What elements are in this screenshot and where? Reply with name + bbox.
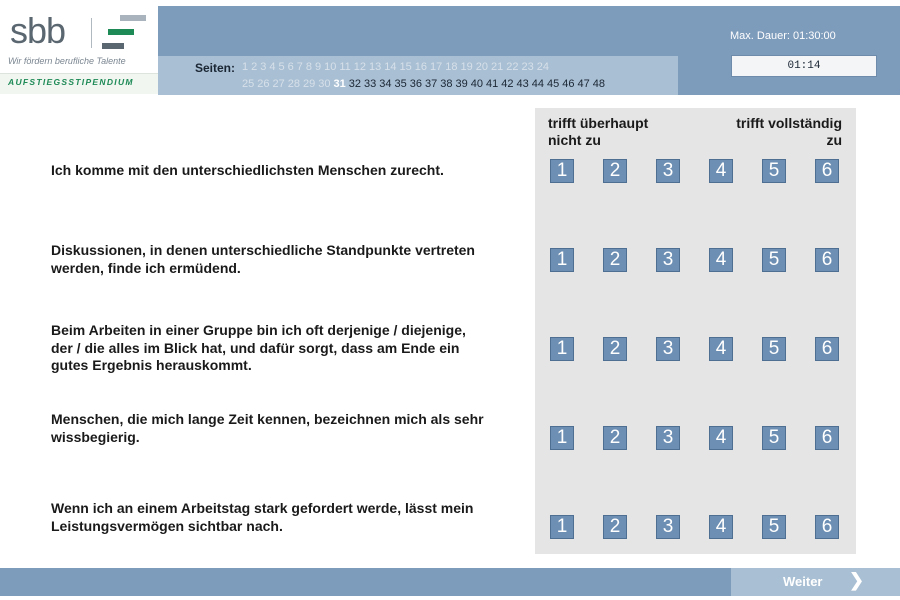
page-link-10[interactable]: 10: [324, 61, 337, 73]
scale-high-line-2: zu: [826, 132, 842, 148]
rating-option-3[interactable]: 3: [656, 248, 680, 272]
page-link-25[interactable]: 25: [242, 78, 255, 90]
rating-option-4[interactable]: 4: [709, 426, 733, 450]
page-link-8[interactable]: 8: [305, 61, 312, 73]
pages-label: Seiten:: [195, 61, 236, 75]
page-link-18[interactable]: 18: [445, 61, 458, 73]
rating-option-4[interactable]: 4: [709, 248, 733, 272]
question-text-line: Diskussionen, in denen unterschiedliche Standpunkte vertreten: [51, 242, 475, 258]
logo-mark-icon: [102, 15, 146, 49]
question-text-line: Leistungsvermögen sichtbar nach.: [51, 517, 283, 534]
page-link-34[interactable]: 34: [379, 78, 392, 90]
page-link-43[interactable]: 43: [516, 78, 529, 90]
rating-option-4[interactable]: 4: [709, 515, 733, 539]
rating-option-1[interactable]: 1: [550, 337, 574, 361]
question-4: [51, 411, 511, 446]
page-link-48[interactable]: 48: [592, 78, 605, 90]
page-link-13[interactable]: 13: [369, 61, 382, 73]
rating-option-3[interactable]: 3: [656, 159, 680, 183]
page-link-45[interactable]: 45: [547, 78, 560, 90]
page-link-19[interactable]: 19: [460, 61, 473, 73]
rating-option-2[interactable]: 2: [603, 515, 627, 539]
rating-option-2[interactable]: 2: [603, 159, 627, 183]
page-link-29[interactable]: 29: [303, 78, 316, 90]
rating-option-2[interactable]: 2: [603, 248, 627, 272]
rating-group-1: [550, 159, 850, 183]
header: [0, 0, 900, 95]
rating-group-3: [550, 337, 850, 361]
next-button-label: Weiter: [783, 574, 823, 589]
max-duration-label: Max. Dauer: 01:30:00: [730, 30, 836, 42]
rating-option-3[interactable]: 3: [656, 515, 680, 539]
page-link-24[interactable]: 24: [536, 61, 550, 73]
page-link-33[interactable]: 33: [364, 78, 377, 90]
scale-low-line-2: nicht zu: [548, 132, 601, 148]
question-text-line: werden, finde ich ermüdend.: [51, 259, 241, 276]
page-link-44[interactable]: 44: [531, 78, 544, 90]
page-link-23[interactable]: 23: [521, 61, 534, 73]
scale-low-label: [548, 115, 648, 149]
rating-option-6[interactable]: 6: [815, 159, 839, 183]
rating-option-3[interactable]: 3: [656, 426, 680, 450]
rating-option-6[interactable]: 6: [815, 515, 839, 539]
page-link-41[interactable]: 41: [486, 78, 499, 90]
page-link-22[interactable]: 22: [506, 61, 519, 73]
page-link-4[interactable]: 4: [269, 61, 276, 73]
rating-option-2[interactable]: 2: [603, 337, 627, 361]
page-link-35[interactable]: 35: [394, 78, 407, 90]
logo: [0, 0, 158, 95]
page-link-36[interactable]: 36: [409, 78, 422, 90]
rating-option-1[interactable]: 1: [550, 515, 574, 539]
scale-high-label: [700, 115, 842, 149]
rating-option-4[interactable]: 4: [709, 159, 733, 183]
question-text-line: der / die alles im Blick hat, und dafür sorgt, dass am Ende ein: [51, 339, 460, 356]
page-link-1[interactable]: 1: [242, 61, 249, 73]
rating-option-3[interactable]: 3: [656, 337, 680, 361]
question-text-line: Ich komme mit den unterschiedlichsten Menschen zurecht.: [51, 162, 444, 178]
rating-option-1[interactable]: 1: [550, 248, 574, 272]
page-link-5[interactable]: 5: [278, 61, 285, 73]
page-link-32[interactable]: 32: [348, 78, 361, 90]
page-link-11[interactable]: 11: [339, 61, 351, 73]
page-link-26[interactable]: 26: [257, 78, 270, 90]
next-button[interactable]: [731, 568, 900, 596]
rating-option-5[interactable]: 5: [762, 337, 786, 361]
rating-group-5: [550, 515, 850, 539]
rating-option-5[interactable]: 5: [762, 248, 786, 272]
rating-option-5[interactable]: 5: [762, 515, 786, 539]
logo-divider: [91, 18, 92, 48]
page-link-38[interactable]: 38: [440, 78, 453, 90]
page-link-28[interactable]: 28: [287, 78, 300, 90]
rating-option-1[interactable]: 1: [550, 159, 574, 183]
rating-option-6[interactable]: 6: [815, 337, 839, 361]
scale-low-line-1: trifft überhaupt: [548, 115, 649, 131]
page-link-31[interactable]: 31: [333, 78, 346, 90]
page-link-12[interactable]: 12: [353, 61, 367, 73]
question-2: [51, 242, 511, 277]
rating-option-5[interactable]: 5: [762, 159, 786, 183]
page-link-7[interactable]: 7: [296, 61, 303, 73]
rating-option-1[interactable]: 1: [550, 426, 574, 450]
page-numbers-row-1: [242, 61, 552, 73]
page-link-46[interactable]: 46: [562, 78, 575, 90]
question-text-line: gutes Ergebnis herauskommt.: [51, 357, 252, 373]
chevron-right-icon: ❯: [849, 570, 865, 590]
page-link-6[interactable]: 6: [287, 61, 294, 73]
rating-option-6[interactable]: 6: [815, 426, 839, 450]
page-link-14[interactable]: 14: [384, 61, 397, 73]
rating-option-2[interactable]: 2: [603, 426, 627, 450]
elapsed-timer: 01:14: [731, 55, 877, 77]
page-link-20[interactable]: 20: [475, 61, 489, 73]
page-link-42[interactable]: 42: [501, 78, 514, 90]
question-text-line: Beim Arbeiten in einer Gruppe bin ich oft derjenige / diejenige,: [51, 322, 466, 338]
logo-program: AUFSTIEGSSTIPENDIUM: [8, 77, 134, 87]
page-link-47[interactable]: 47: [577, 78, 590, 90]
page-link-9[interactable]: 9: [315, 61, 322, 73]
question-5: [51, 500, 511, 535]
rating-option-4[interactable]: 4: [709, 337, 733, 361]
logo-tagline: Wir fördern berufliche Talente: [8, 56, 126, 66]
page-link-37[interactable]: 37: [425, 78, 438, 90]
page-link-27[interactable]: 27: [272, 78, 285, 90]
question-text-line: Wenn ich an einem Arbeitstag stark gefordert werde, lässt mein: [51, 500, 474, 516]
page-link-2[interactable]: 2: [251, 61, 258, 73]
page-link-30[interactable]: 30: [318, 78, 331, 90]
rating-group-2: [550, 248, 850, 272]
rating-group-4: [550, 426, 850, 450]
question-text-line: Menschen, die mich lange Zeit kennen, bezeichnen mich als sehr: [51, 411, 484, 427]
page-link-39[interactable]: 39: [455, 78, 468, 90]
rating-option-6[interactable]: 6: [815, 248, 839, 272]
question-text-line: wissbegierig.: [51, 428, 140, 445]
page-link-3[interactable]: 3: [260, 61, 267, 73]
page-link-40[interactable]: 40: [470, 78, 483, 90]
page-link-21[interactable]: 21: [491, 61, 504, 73]
page-link-17[interactable]: 17: [430, 61, 443, 73]
page-link-15[interactable]: 15: [399, 61, 412, 73]
page-link-16[interactable]: 16: [414, 61, 428, 73]
rating-option-5[interactable]: 5: [762, 426, 786, 450]
question-3: [51, 322, 511, 375]
page-numbers-row-2: [242, 78, 608, 90]
scale-high-line-1: trifft vollständig: [736, 115, 842, 131]
logo-wordmark: sbb: [10, 10, 66, 51]
question-1: [51, 162, 511, 180]
